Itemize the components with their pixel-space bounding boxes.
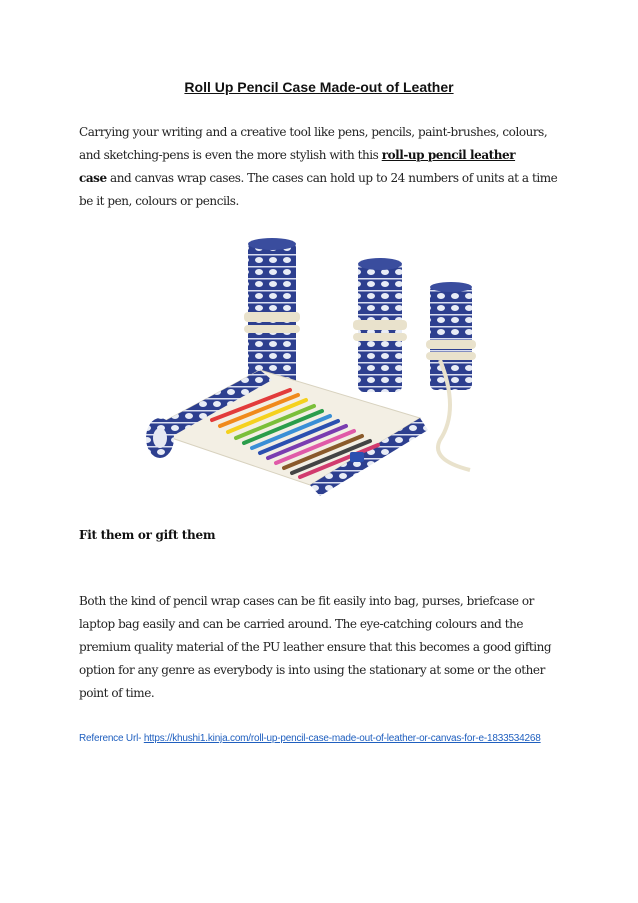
intro-text-before: Carrying your writing and a creative tool like pens, pencils, paint-brushes, colours, and sketching-pens is even the more stylish with this <box>79 125 548 162</box>
reference-url-link[interactable]: https://khushi1.kinja.com/roll-up-pencil-case-made-out-of-leather-or-canvas-for-e-1833534268 <box>143 733 541 744</box>
intro-bold-case: case <box>79 171 107 185</box>
reference-line <box>79 727 561 751</box>
roll-up-pencil-leather-link[interactable]: roll-up pencil leather <box>381 148 516 162</box>
document-title: Roll Up Pencil Case Made-out of Leather <box>184 79 454 95</box>
intro-text-after: and canvas wrap cases. The cases can hold up to 24 numbers of units at a time be it pen, colours or pencils. <box>79 171 558 208</box>
intro-paragraph <box>79 121 561 213</box>
tall-roll-middle <box>353 258 407 392</box>
reference-label: Reference Url- <box>79 733 144 744</box>
pencil-case-product-image <box>140 230 500 500</box>
section-body-paragraph: Both the kind of pencil wrap cases can be fit easily into bag, purses, briefcase or laptop bag easily and can be carried around. The eye-catching colours and the premium quality material of the PU leather ensure that this becomes a good gifting option for any genre as everybody is into using the stationary at some or the other point of time. <box>79 594 552 700</box>
tall-roll-right <box>426 282 476 470</box>
tall-roll-left <box>244 238 300 392</box>
section-heading: Fit them or gift them <box>79 528 216 542</box>
